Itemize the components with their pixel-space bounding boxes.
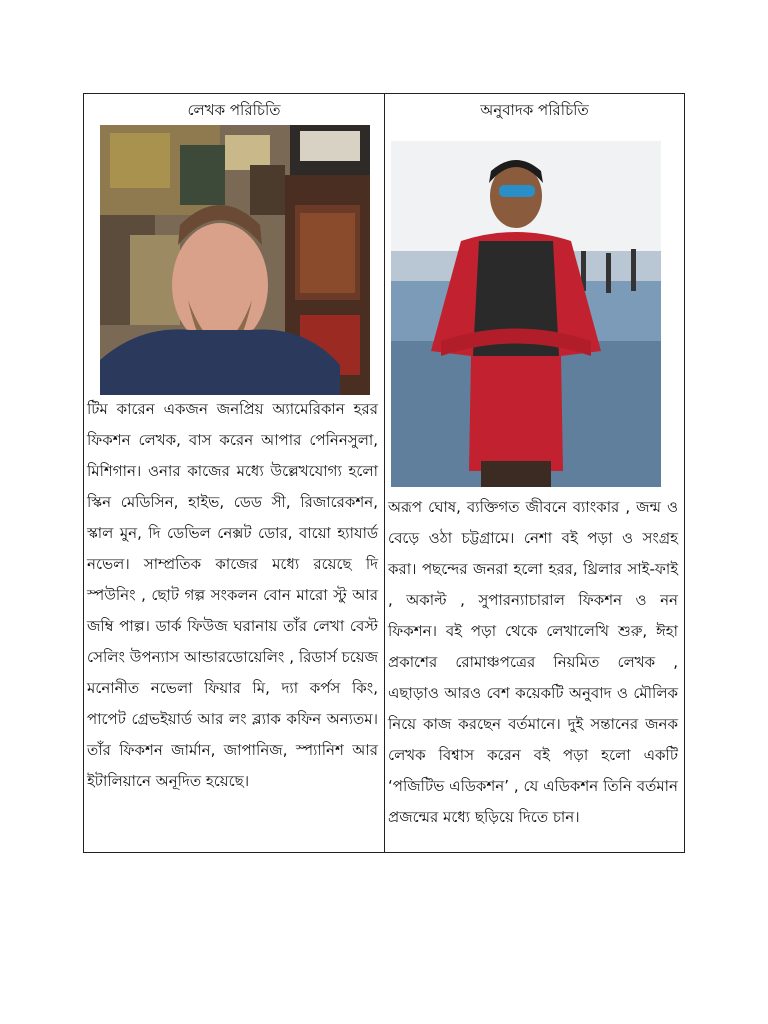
author-bio: টিম কারেন একজন জনপ্রিয় অ্যামেরিকান হরর ফিকশন লেখক, বাস করেন আপার পেনিনসুলা, মিশিগান। ওনার কাজের মধ্যে উল্লেখযোগ্য হলো স্কিন মেডিসিন, হাইভ, ডেড সী, রিজারেকশন, স্কাল মুন, দি ডেভিল নেক্সট ডোর, বায়ো হ্যাযার্ড নভেল। সাম্প্রতিক কাজের মধ্যে রয়েছে দি স্পউনিং , ছোট গল্প সংকলন বোন মারো স্টু আর জম্বি পাল্প। ডার্ক ফিউজ ঘরানায় তাঁর লেখা বেস্ট সেলিং উপন্যাস আন্ডারডোয়েলিং , রিডার্স চয়েজ মনোনীত নভেলা ফিয়ার মি, দ্যা কর্পস কিং, পাপেট গ্রেভইয়ার্ড আর লং ব্ল্যাক কফিন অন্যতম। তাঁর ফিকশন জার্মান, জাপানিজ, স্প্যানিশ আর ইটালিয়ানে অনূদিত হয়েছে।	[87, 400, 378, 790]
translator-column	[385, 94, 684, 852]
author-column	[84, 94, 385, 852]
author-photo	[100, 125, 370, 395]
translator-photo	[391, 141, 661, 487]
bio-table	[83, 93, 685, 853]
translator-bio: অরূপ ঘোষ, ব্যক্তিগত জীবনে ব্যাংকার , জন্ম ও বেড়ে ওঠা চট্টগ্রামে। নেশা বই পড়া ও সংগ্রহ করা। পছন্দের জনরা হলো হরর, থ্রিলার সাই-ফাই , অকাল্ট , সুপারন্যাচারাল ফিকশন ও নন ফিকশন। বই পড়া থেকে লেখালেখি শুরু, ঈহা প্রকাশের রোমাঞ্চপত্রের নিয়মিত লেখক , এছাড়াও আরও বেশ কয়েকটি অনুবাদ ও মৌলিক নিয়ে কাজ করছেন বর্তমানে। দুই সন্তানের জনক লেখক বিশ্বাস করেন বই পড়া হলো একটি ‘পজিটিভ এডিকশন’ , যে এডিকশন তিনি বর্তমান প্রজন্মের মধ্যে ছড়িয়ে দিতে চান।	[388, 498, 678, 826]
translator-heading: অনুবাদক পরিচিতি	[480, 101, 589, 119]
author-heading: লেখক পরিচিতি	[187, 101, 281, 119]
